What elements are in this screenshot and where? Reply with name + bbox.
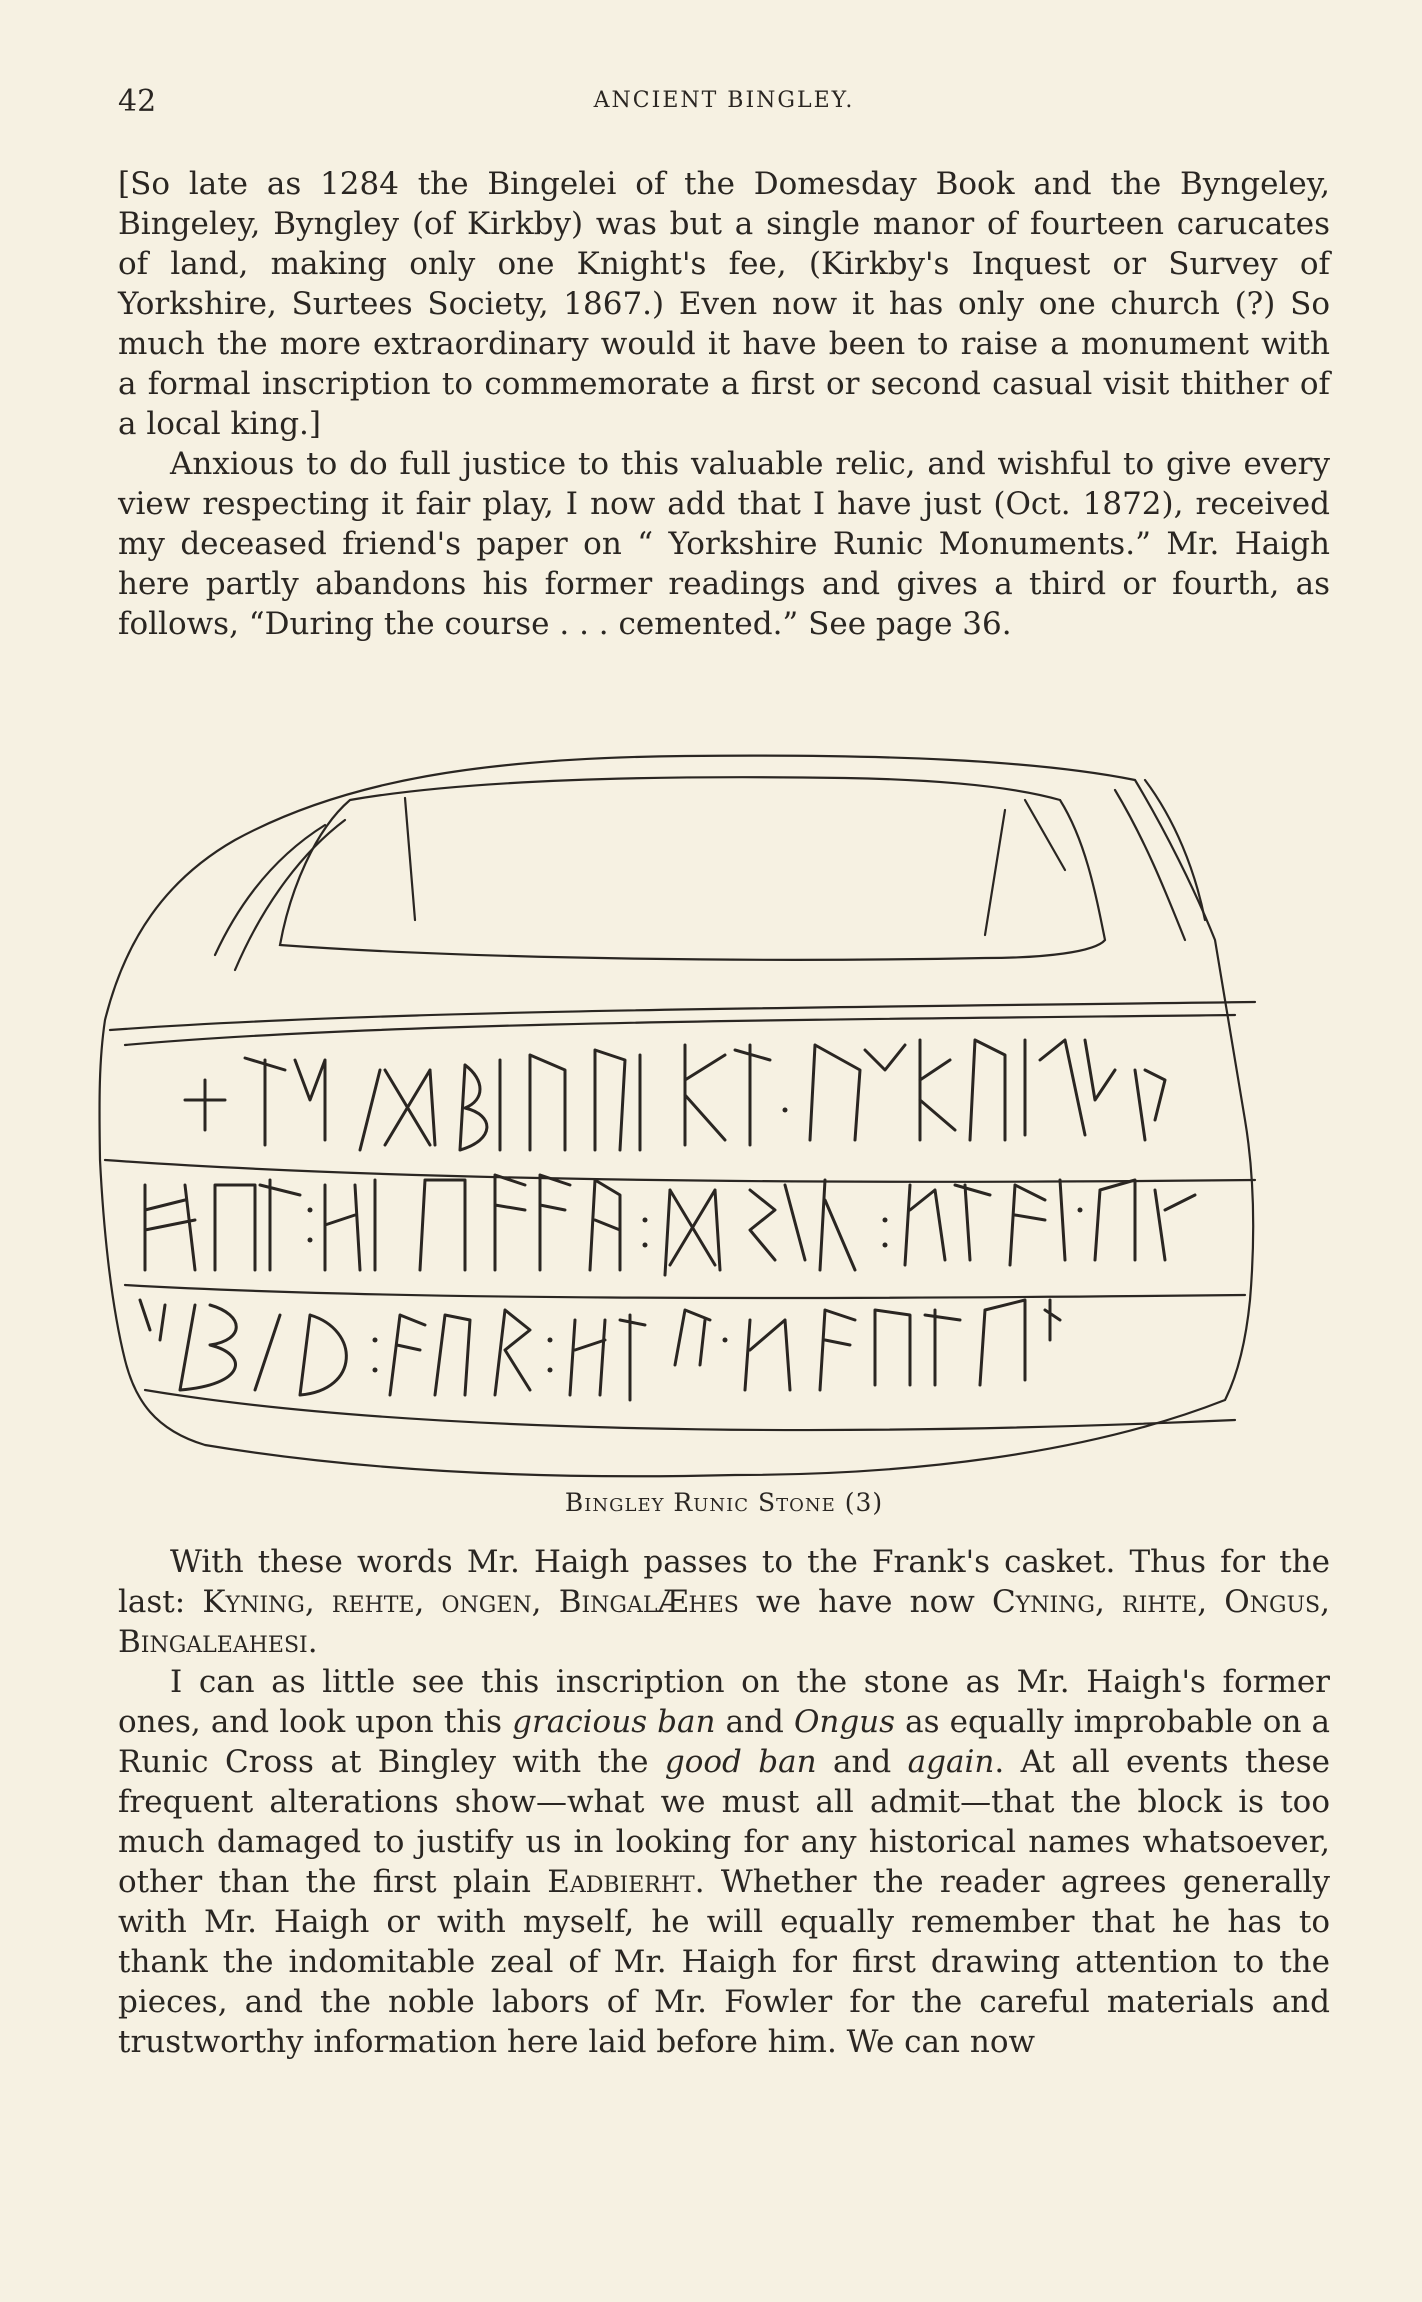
rune-glyph xyxy=(435,1315,470,1395)
new-reading: Cyning, rihte, Ongus, Bingaleahesi xyxy=(118,1584,1330,1660)
rune-dot xyxy=(883,1243,888,1248)
italic-term: gracious ban xyxy=(512,1704,716,1740)
name-eadbierht: Eadbierht xyxy=(547,1864,695,1900)
italic-term: Ongus xyxy=(793,1704,896,1740)
paragraph-anxious xyxy=(118,444,1330,644)
rune-glyph xyxy=(590,1180,620,1270)
stone-crack xyxy=(1025,800,1065,870)
rune-glyph xyxy=(970,1040,1115,1140)
rune-dot xyxy=(308,1208,313,1213)
page-header xyxy=(118,84,1330,124)
text-run: and xyxy=(715,1704,794,1740)
rune-dot xyxy=(373,1338,378,1343)
rune-dot xyxy=(883,1218,888,1223)
text-run: we have now xyxy=(738,1584,992,1620)
rune-glyph xyxy=(140,1300,165,1340)
rune-glyph xyxy=(1135,1070,1165,1140)
rune-glyph xyxy=(820,1310,855,1390)
text-run: . xyxy=(307,1624,318,1660)
rune-glyph xyxy=(420,1180,465,1270)
rune-dot xyxy=(548,1368,553,1373)
rune-dot xyxy=(723,1338,728,1343)
band-line-lower xyxy=(125,1285,1245,1298)
rune-glyph xyxy=(295,1060,325,1140)
rune-glyph xyxy=(300,1315,346,1395)
rune-glyph xyxy=(495,1310,530,1395)
rune-dot xyxy=(783,1108,788,1113)
rune-cross xyxy=(185,1080,225,1130)
rune-glyph xyxy=(360,1070,435,1150)
paragraph-text xyxy=(118,1542,1330,1662)
stone-top-face xyxy=(280,777,1105,960)
rune-row-3 xyxy=(140,1300,1060,1400)
rune-dot xyxy=(548,1338,553,1343)
italic-term: again xyxy=(907,1744,995,1780)
rune-dot xyxy=(643,1218,648,1223)
rune-glyph xyxy=(180,1305,236,1390)
rune-glyph xyxy=(255,1315,280,1390)
rune-glyph xyxy=(665,1190,720,1275)
rune-glyph xyxy=(1095,1180,1195,1260)
page-number: 42 xyxy=(118,84,157,119)
paragraph-text: [So late as 1284 the Bingelei of the Domesday Book and the Byngeley, Bingeley, Byngley (of Kirkby) was but a single manor of fourteen carucates of land, making only one Knight's fee, (Kirkby's Inquest or Survey of Yorkshire, Surtees Society, 1867.) Even now it has only one church (?) So much the more extraordinary would it have been to raise a monument with a formal inscription to commemorate a first or second casual visit thither of a local king.] xyxy=(118,166,1330,442)
rune-glyph xyxy=(750,1185,805,1260)
stone-crack xyxy=(985,810,1005,935)
rune-glyph xyxy=(735,1045,770,1145)
rune-dot xyxy=(373,1368,378,1373)
rune-glyph xyxy=(685,1045,725,1145)
text-run: . At all events these frequent alterations show—what we must all admit—that the block is too much damaged to justify us in looking for any historical names whatsoever, other than the first plain xyxy=(118,1744,1330,1900)
rune-glyph xyxy=(745,1320,790,1390)
paragraph-text xyxy=(118,1662,1330,2062)
text-run: With these words Mr. Haigh passes to the Frank's casket. Thus for the last: xyxy=(118,1544,1330,1620)
paragraph-text: Anxious to do full justice to this valuable relic, and wishful to give every view respecting it fair play, I now add that I have just (Oct. 1872), received my deceased friend's paper on “ Yorkshire Runic Monuments.” Mr. Haigh here partly abandons his former readings and gives a third or fourth, as follows, “During the course . . . cemented.” See page 36. xyxy=(118,446,1330,642)
text-run: and xyxy=(816,1744,908,1780)
stone-edge-line xyxy=(215,825,325,955)
running-title: ANCIENT BINGLEY. xyxy=(593,88,855,113)
rune-glyph xyxy=(980,1300,1060,1385)
rune-glyph xyxy=(530,1055,565,1150)
italic-term: good ban xyxy=(664,1744,817,1780)
rune-glyph xyxy=(905,1185,990,1265)
stone-crack xyxy=(405,798,415,920)
text-run: I can as little see this inscription on the stone as Mr. Haigh's former ones, and look upon this xyxy=(118,1664,1330,1740)
rune-dot xyxy=(643,1243,648,1248)
runic-stone-figure xyxy=(85,740,1330,1495)
rune-glyph xyxy=(570,1320,605,1395)
figure-caption xyxy=(118,1488,1330,1517)
rune-glyph xyxy=(595,1050,640,1150)
rune-glyph xyxy=(460,1060,500,1150)
text-run: as equally improbable on a Runic Cross at Bingley with the xyxy=(118,1704,1330,1780)
rune-glyph xyxy=(620,1315,645,1400)
rune-glyph xyxy=(925,1310,960,1385)
rune-glyph xyxy=(810,1040,955,1140)
band-line-bottom xyxy=(145,1390,1235,1430)
paragraph-manor-note xyxy=(118,164,1330,444)
paragraph-conclusion xyxy=(118,1662,1330,2062)
rune-glyph xyxy=(145,1185,195,1270)
rune-glyph xyxy=(675,1310,710,1365)
text-run: . Whether the reader agrees generally with Mr. Haigh or with myself, he will equally remember that he has to thank the indomitable zeal of Mr. Haigh for first drawing attention to the pieces, and the noble labors of Mr. Fowler for the careful materials and trustworthy information here laid before him. We can now xyxy=(118,1864,1330,2060)
rune-glyph xyxy=(325,1180,375,1270)
rune-glyph xyxy=(260,1180,300,1270)
band-line-middle xyxy=(105,1160,1255,1182)
rune-glyph xyxy=(245,1058,285,1145)
rune-glyph xyxy=(820,1180,855,1270)
stone-edge-line xyxy=(1115,790,1185,940)
rune-row-2 xyxy=(145,1175,1195,1275)
rune-glyph xyxy=(495,1175,570,1270)
rune-dot xyxy=(308,1238,313,1243)
rune-glyph xyxy=(1010,1180,1065,1265)
rune-glyph xyxy=(215,1185,255,1270)
old-reading: Kyning, rehte, ongen, BingalÆhes xyxy=(202,1584,739,1620)
rune-dot xyxy=(1078,1208,1083,1213)
paragraph-haigh-words xyxy=(118,1542,1330,1662)
rune-glyph xyxy=(390,1315,425,1395)
rune-row-1 xyxy=(185,1040,1165,1150)
caption-text: Bingley Runic Stone (3) xyxy=(564,1488,884,1517)
rune-glyph xyxy=(875,1310,910,1385)
